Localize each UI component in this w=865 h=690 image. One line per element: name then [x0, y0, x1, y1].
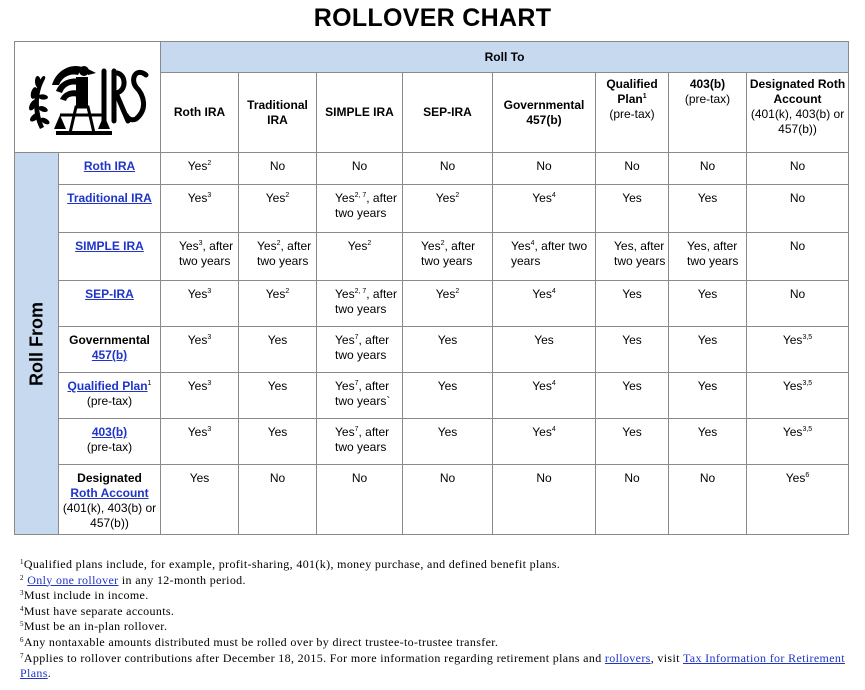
table-cell	[403, 327, 493, 373]
cell-value: Yes	[622, 379, 642, 393]
column-header	[596, 73, 669, 153]
table-cell	[669, 419, 747, 465]
cell-value: Yes	[697, 287, 718, 301]
column-header	[493, 73, 596, 153]
cell-footnote-ref: 4	[551, 288, 556, 295]
table-cell	[747, 419, 849, 465]
table-cell	[317, 185, 403, 233]
cell-footnote-ref: 2	[367, 240, 372, 247]
table-cell	[403, 419, 493, 465]
cell-value: No	[536, 159, 552, 173]
cell-value: Yes	[265, 191, 286, 205]
table-cell	[161, 153, 239, 185]
table-cell	[239, 185, 317, 233]
table-cell	[669, 233, 747, 281]
cell-value: Yes	[335, 287, 355, 301]
cell-footnote-ref: 3	[198, 240, 203, 247]
column-header	[403, 73, 493, 153]
column-header	[317, 73, 403, 153]
roll-from-header	[15, 153, 59, 535]
table-row	[15, 373, 849, 419]
row-header	[59, 233, 161, 281]
table-cell	[669, 185, 747, 233]
cell-footnote-ref: 3	[207, 426, 212, 433]
cell-value: Yes	[187, 287, 208, 301]
column-header	[239, 73, 317, 153]
only-one-rollover-link[interactable]: Only one rollover	[27, 572, 119, 587]
row-link[interactable]: 457(b)	[91, 348, 128, 362]
column-title: Designated Roth Account	[749, 77, 846, 106]
cell-value: Yes	[265, 287, 286, 301]
row-subtitle: (401(k), 403(b) or 457(b))	[62, 501, 157, 530]
cell-footnote-ref: 2	[207, 160, 212, 167]
table-cell	[493, 419, 596, 465]
cell-value: No	[624, 159, 640, 173]
cell-value: Yes	[187, 379, 208, 393]
table-cell	[596, 327, 669, 373]
cell-footnote-ref: 6	[805, 472, 810, 479]
row-header	[59, 185, 161, 233]
cell-value: No	[789, 191, 806, 205]
row-footnote-ref: 1	[147, 380, 152, 387]
table-cell	[596, 419, 669, 465]
table-cell	[493, 233, 596, 281]
cell-value: Yes	[622, 191, 642, 205]
cell-footnote-ref: 4	[530, 240, 535, 247]
table-cell	[317, 327, 403, 373]
table-cell	[161, 233, 239, 281]
cell-footnote-ref: 2	[285, 192, 290, 199]
row-label: Governmental	[69, 333, 150, 347]
table-cell	[403, 465, 493, 535]
cell-footnote-ref: 3	[207, 288, 212, 295]
table-row	[15, 185, 849, 233]
table-cell	[239, 233, 317, 281]
cell-value: Yes	[335, 425, 355, 439]
table-cell	[317, 465, 403, 535]
table-cell	[239, 153, 317, 185]
cell-footnote-ref: 3,5	[802, 380, 813, 387]
irs-logo-cell	[15, 42, 161, 153]
cell-value: Yes	[421, 239, 441, 253]
cell-value: Yes	[785, 471, 806, 485]
table-cell	[161, 419, 239, 465]
table-cell	[161, 327, 239, 373]
cell-value: No	[789, 159, 806, 173]
table-cell	[747, 373, 849, 419]
cell-value: Yes	[267, 379, 288, 393]
cell-value: Yes, after two years	[687, 239, 739, 268]
rollovers-link[interactable]: rollovers	[604, 650, 651, 665]
table-cell	[239, 281, 317, 327]
table-cell	[493, 185, 596, 233]
table-cell	[403, 373, 493, 419]
table-row	[15, 327, 849, 373]
cell-footnote-ref: 2	[455, 192, 460, 199]
table-cell	[317, 419, 403, 465]
cell-value: Yes	[782, 333, 803, 347]
cell-footnote-ref: 7	[354, 380, 359, 387]
row-label: Designated	[77, 471, 142, 485]
page-title: ROLLOVER CHART	[313, 4, 552, 32]
cell-value: Yes	[435, 191, 456, 205]
cell-footnote-ref: 3	[207, 192, 212, 199]
cell-qualifier: , after two years	[179, 239, 234, 268]
column-header	[161, 73, 239, 153]
table-cell	[596, 281, 669, 327]
cell-footnote-ref: 3	[207, 380, 212, 387]
column-title: Qualified Plan	[606, 77, 658, 106]
cell-value: Yes	[257, 239, 277, 253]
cell-value: Yes	[267, 333, 288, 347]
cell-value: No	[439, 159, 456, 173]
cell-value: Yes	[622, 333, 642, 347]
cell-footnote-ref: 4	[551, 192, 556, 199]
column-header	[669, 73, 747, 153]
cell-value: No	[789, 239, 806, 253]
cell-value: No	[351, 471, 368, 485]
footnote-2: $^2$ Only one rollover in any 12-month period.	[20, 572, 246, 587]
tax-info-retirement-plans-link[interactable]: Tax Information for Retirement Plans	[20, 650, 845, 681]
table-cell	[669, 153, 747, 185]
table-cell	[239, 373, 317, 419]
row-header	[59, 153, 161, 185]
column-header	[747, 73, 849, 153]
table-row	[15, 233, 849, 281]
roll-from-label: Roll From	[26, 301, 46, 386]
cell-value: Yes	[532, 379, 552, 393]
table-cell	[747, 233, 849, 281]
table-cell	[747, 153, 849, 185]
table-cell	[596, 233, 669, 281]
row-link[interactable]: SIMPLE IRA	[75, 239, 144, 253]
column-title: SEP-IRA	[423, 105, 472, 119]
cell-footnote-ref: 3,5	[802, 426, 813, 433]
cell-footnote-ref: 7	[354, 334, 359, 341]
table-cell	[493, 465, 596, 535]
cell-value: Yes	[437, 425, 458, 439]
cell-qualifier: , after two years	[335, 425, 390, 454]
footnotes	[20, 557, 850, 682]
cell-value: No	[624, 471, 640, 485]
table-cell	[239, 419, 317, 465]
table-cell	[493, 153, 596, 185]
cell-value: No	[269, 159, 286, 173]
table-cell	[403, 153, 493, 185]
cell-value: Yes	[782, 425, 803, 439]
cell-value: No	[789, 287, 806, 301]
table-cell	[403, 233, 493, 281]
cell-value: Yes	[534, 333, 554, 347]
row-subtitle: (pre-tax)	[86, 440, 133, 454]
table-cell	[493, 281, 596, 327]
column-footnote-ref: 1	[642, 93, 647, 100]
cell-value: Yes	[622, 287, 642, 301]
row-link[interactable]: Traditional IRA	[67, 191, 152, 205]
table-cell	[161, 281, 239, 327]
cell-footnote-ref: 2	[440, 240, 445, 247]
row-link[interactable]: Qualified Plan	[67, 379, 148, 393]
cell-qualifier: , after two years	[421, 239, 476, 268]
cell-value: Yes	[347, 239, 368, 253]
row-header	[59, 281, 161, 327]
cell-value: No	[351, 159, 368, 173]
cell-qualifier: , after two years	[511, 239, 588, 268]
cell-value: Yes, after two years	[614, 239, 666, 268]
cell-value: Yes	[622, 425, 642, 439]
row-header	[59, 419, 161, 465]
cell-value: Yes	[189, 471, 210, 485]
column-title: Traditional IRA	[247, 97, 308, 127]
cell-footnote-ref: 4	[551, 426, 556, 433]
irs-eagle-logo-icon	[26, 51, 150, 143]
table-cell	[747, 281, 849, 327]
cell-qualifier: , after two years	[257, 239, 312, 268]
cell-value: Yes	[532, 425, 552, 439]
table-cell	[317, 281, 403, 327]
cell-value: Yes	[435, 287, 456, 301]
table-cell	[317, 153, 403, 185]
table-row	[15, 281, 849, 327]
cell-value: Yes	[335, 379, 355, 393]
row-header	[59, 327, 161, 373]
column-title: Roth IRA	[173, 105, 226, 119]
table-cell	[669, 465, 747, 535]
cell-value: Yes	[511, 239, 531, 253]
cell-value: Yes	[335, 191, 355, 205]
row-link[interactable]: Roth Account	[70, 486, 149, 500]
cell-value: Yes	[437, 333, 458, 347]
footnote-4: $^4$Must have separate accounts.	[20, 603, 175, 618]
cell-qualifier: , after two years	[335, 191, 397, 220]
table-cell	[317, 373, 403, 419]
table-cell	[669, 373, 747, 419]
cell-qualifier: , after two years`	[335, 379, 391, 408]
cell-value: Yes	[697, 333, 718, 347]
table-cell	[239, 465, 317, 535]
table-cell	[493, 373, 596, 419]
column-subtitle: (401(k), 403(b) or 457(b))	[750, 107, 845, 136]
cell-footnote-ref: 2	[455, 288, 460, 295]
row-header	[59, 373, 161, 419]
row-header	[59, 465, 161, 535]
footnote-5: $^5$Must be an in-plan rollover.	[20, 619, 168, 634]
table-row	[15, 465, 849, 535]
cell-footnote-ref: 4	[551, 380, 556, 387]
table-cell	[403, 281, 493, 327]
cell-value: Yes	[187, 159, 208, 173]
cell-value: Yes	[267, 425, 288, 439]
cell-footnote-ref: 2, 7	[354, 288, 367, 295]
cell-qualifier: , after two years	[335, 287, 397, 316]
cell-value: Yes	[697, 425, 718, 439]
row-link[interactable]: 403(b)	[91, 425, 128, 439]
table-cell	[596, 153, 669, 185]
roll-to-header: Roll To	[161, 42, 849, 73]
cell-value: Yes	[532, 191, 552, 205]
column-title: 403(b)	[689, 77, 726, 91]
column-title: SIMPLE IRA	[325, 105, 394, 119]
cell-value: Yes	[782, 379, 803, 393]
column-subtitle: (pre-tax)	[609, 107, 655, 121]
cell-value: Yes	[187, 191, 208, 205]
table-cell	[747, 465, 849, 535]
footnote-6: $^6$Any nontaxable amounts distributed must be rolled over by direct trustee-to-trustee transfer.	[20, 634, 499, 649]
footnote-7: $^7$Applies to rollover contributions after December 18, 2015. For more information regarding retirement plans and rollovers, visit Tax Information for Retirement Plans.	[20, 650, 845, 681]
cell-value: Yes	[697, 379, 718, 393]
table-row	[15, 419, 849, 465]
cell-footnote-ref: 2	[276, 240, 281, 247]
column-subtitle: (pre-tax)	[684, 92, 731, 106]
footnote-3: $^3$Must include in income.	[20, 588, 149, 603]
cell-value: No	[439, 471, 456, 485]
table-cell	[747, 327, 849, 373]
row-link[interactable]: SEP-IRA	[85, 287, 134, 301]
table-cell	[161, 373, 239, 419]
table-cell	[161, 185, 239, 233]
table-cell	[161, 465, 239, 535]
row-subtitle: (pre-tax)	[86, 394, 133, 408]
cell-value: Yes	[179, 239, 199, 253]
rollover-chart-table	[14, 41, 849, 535]
cell-footnote-ref: 3,5	[802, 334, 813, 341]
table-cell	[596, 373, 669, 419]
cell-qualifier: , after two years	[335, 333, 390, 362]
footnote-1: $^1$Qualified plans include, for example, profit-sharing, 401(k), money purchase, and defined benefit plans.	[20, 557, 561, 571]
cell-footnote-ref: 2	[285, 288, 290, 295]
table-cell	[596, 465, 669, 535]
cell-value: Yes	[697, 191, 718, 205]
cell-value: Yes	[532, 287, 552, 301]
cell-value: Yes	[437, 379, 458, 393]
table-cell	[747, 185, 849, 233]
cell-value: No	[269, 471, 286, 485]
cell-value: Yes	[187, 333, 208, 347]
cell-value: No	[699, 471, 716, 485]
table-cell	[493, 327, 596, 373]
row-link[interactable]: Roth IRA	[83, 159, 136, 173]
table-cell	[239, 327, 317, 373]
table-cell	[669, 281, 747, 327]
cell-value: No	[699, 159, 716, 173]
table-cell	[669, 327, 747, 373]
table-cell	[317, 233, 403, 281]
table-cell	[596, 185, 669, 233]
cell-footnote-ref: 2, 7	[354, 192, 367, 199]
cell-footnote-ref: 7	[354, 426, 359, 433]
cell-value: Yes	[187, 425, 208, 439]
table-row	[15, 153, 849, 185]
cell-value: Yes	[335, 333, 355, 347]
table-cell	[403, 185, 493, 233]
cell-value: No	[536, 471, 552, 485]
cell-footnote-ref: 3	[207, 334, 212, 341]
column-title: Governmental 457(b)	[503, 97, 585, 127]
